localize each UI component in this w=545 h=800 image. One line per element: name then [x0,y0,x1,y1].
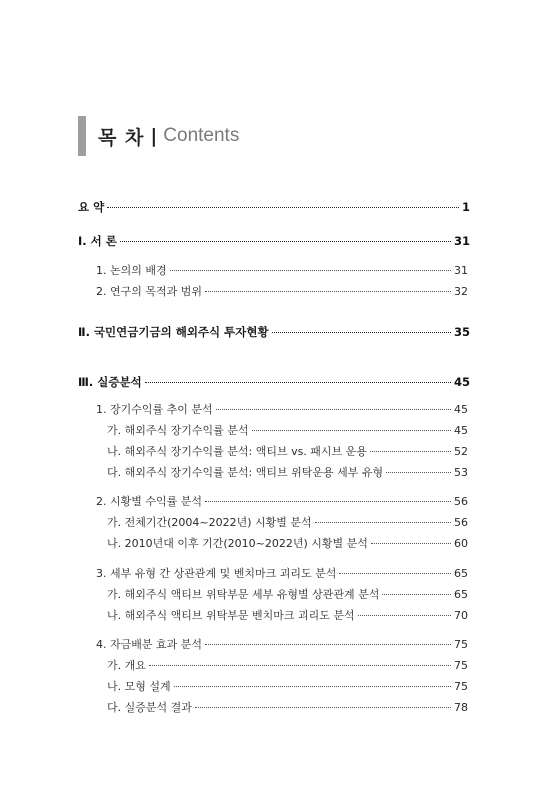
toc-entry-page: 56 [454,495,468,508]
toc-entry-subsection[interactable] [107,607,468,623]
toc-entry-subsection[interactable] [107,699,468,715]
toc-entry-chapter-1[interactable] [78,233,470,249]
toc-entry-chapter-3[interactable] [78,374,470,390]
toc-entry-title: 1. 장기수익률 추이 분석 [96,403,213,416]
toc-leader [149,665,451,666]
toc-leader [315,522,451,523]
toc-entry-title: 나. 모형 설계 [107,680,171,693]
toc-leader [205,501,451,502]
toc-leader [370,451,451,452]
toc-entry-title: 가. 개요 [107,659,146,672]
toc-entry-page: 65 [454,588,468,601]
toc-entry-title: 4. 자금배분 효과 분석 [96,638,202,651]
toc-entry-summary[interactable] [78,199,470,215]
toc-leader [205,291,451,292]
toc-entry-title: 다. 해외주식 장기수익률 분석: 액티브 위탁운용 세부 유형 [107,466,384,479]
toc-entry-section[interactable] [96,636,468,652]
toc-leader [382,594,451,595]
toc-entry-title: 나. 해외주식 액티브 위탁부문 벤치마크 괴리도 분석 [107,609,355,622]
toc-leader [216,409,451,410]
toc-entry-title: 1. 논의의 배경 [96,264,167,277]
toc-leader [339,573,451,574]
toc-leader [195,707,451,708]
heading-subtitle: Contents [163,125,240,146]
toc-leader [120,241,451,242]
heading-title: 목 차 [98,126,145,149]
toc-entry-page: 32 [454,285,468,298]
toc-entry-page: 31 [454,264,468,277]
toc-entry-page: 65 [454,567,468,580]
toc-entry-subsection[interactable] [107,514,468,530]
toc-entry-section[interactable] [96,565,468,581]
toc-heading [78,116,239,156]
toc-entry-page: 35 [453,325,470,339]
toc-entry-subsection[interactable] [107,443,468,459]
toc-leader [358,615,451,616]
toc-leader [145,382,451,383]
toc-entry-title: 요 약 [78,200,105,214]
toc-entry-page: 45 [454,424,468,437]
heading-accent-bar [78,116,86,156]
toc-entry-title: 다. 실증분석 결과 [107,701,192,714]
toc-entry-title: 2. 연구의 목적과 범위 [96,285,202,298]
toc-entry-page: 78 [454,701,468,714]
toc-entry-title: Ⅲ. 실증분석 [78,375,142,389]
toc-entry-page: 45 [453,375,470,389]
toc-leader [371,543,451,544]
toc-leader [272,332,451,333]
toc-entry-title: 나. 해외주식 장기수익률 분석: 액티브 vs. 패시브 운용 [107,445,367,458]
toc-entry-title: 가. 전체기간(2004~2022년) 시황별 분석 [107,516,312,529]
toc-entry-title: 가. 해외주식 액티브 위탁부문 세부 유형별 상관관계 분석 [107,588,380,601]
toc-entry-section[interactable] [96,493,468,509]
toc-entry-page: 70 [454,609,468,622]
toc-entry-page: 31 [453,234,470,248]
toc-entry-title: 3. 세부 유형 간 상관관계 및 벤치마크 괴리도 분석 [96,567,337,580]
toc-entry-page: 52 [454,445,468,458]
toc-entry-page: 75 [454,638,468,651]
toc-entry-subsection[interactable] [107,464,468,480]
toc-entry-page: 1 [461,200,470,214]
toc-entry-page: 75 [454,659,468,672]
toc-entry-page: 45 [454,403,468,416]
toc-entry-page: 53 [454,466,468,479]
toc-leader [107,207,459,208]
toc-entry-title: 2. 시황별 수익률 분석 [96,495,202,508]
toc-entry-subsection[interactable] [107,422,468,438]
toc-leader [386,472,451,473]
toc-entry-subsection[interactable] [107,657,468,673]
toc-leader [174,686,451,687]
toc-leader [170,270,451,271]
toc-entry-section[interactable] [96,262,468,278]
toc-entry-title: Ⅰ. 서 론 [78,234,117,248]
toc-entry-subsection[interactable] [107,586,468,602]
toc-entry-section[interactable] [96,401,468,417]
toc-entry-subsection[interactable] [107,678,468,694]
toc-entry-page: 56 [454,516,468,529]
heading-separator: | [150,125,158,147]
toc-leader [205,644,451,645]
toc-entry-title: 가. 해외주식 장기수익률 분석 [107,424,249,437]
toc-entry-title: 나. 2010년대 이후 기간(2010~2022년) 시황별 분석 [107,537,368,550]
toc-entry-subsection[interactable] [107,535,468,551]
toc-entry-page: 60 [454,537,468,550]
toc-leader [252,430,452,431]
toc-entry-section[interactable] [96,283,468,299]
toc-entry-title: Ⅱ. 국민연금기금의 해외주식 투자현황 [78,325,269,339]
toc-entry-page: 75 [454,680,468,693]
toc-entry-chapter-2[interactable] [78,324,470,340]
